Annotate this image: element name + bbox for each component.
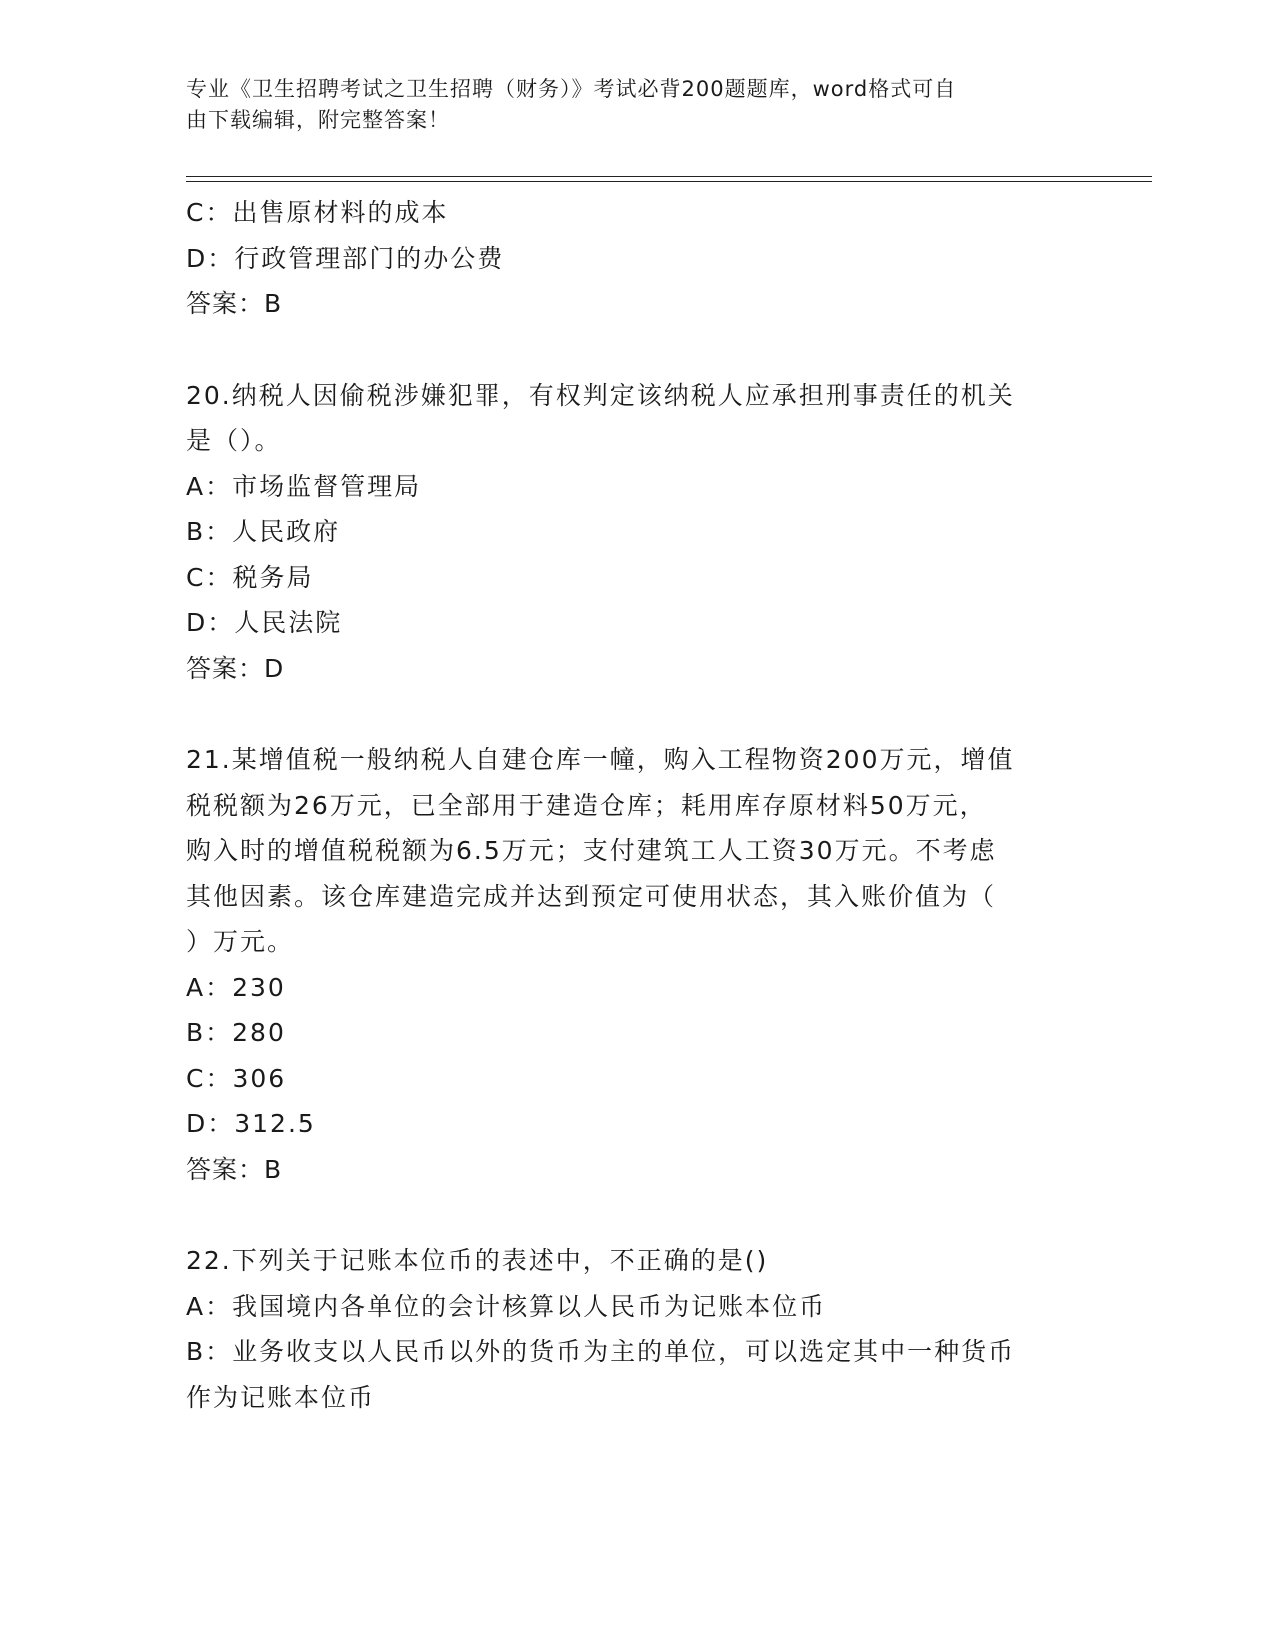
q20-option-b: B：人民政府 bbox=[186, 517, 341, 546]
question-21 bbox=[186, 737, 1086, 1192]
question-content bbox=[186, 190, 1086, 1420]
header-line-2: 由下载编辑，附完整答案！ bbox=[186, 108, 450, 132]
spacer bbox=[186, 691, 1086, 737]
q21-answer: 答案：B bbox=[186, 1154, 283, 1184]
header-divider-top bbox=[186, 176, 1152, 177]
q21-stem-line: ）万元。 bbox=[186, 927, 295, 956]
question-20 bbox=[186, 373, 1086, 692]
q21-option-c: C：306 bbox=[186, 1063, 287, 1093]
q22-option-b: B：业务收支以人民币以外的货币为主的单位，可以选定其中一种货币 bbox=[186, 1337, 1016, 1366]
q21-stem-line: 21.某增值税一般纳税人自建仓库一幢，购入工程物资200万元，增值 bbox=[186, 745, 1015, 774]
q19-option-c: C：出售原材料的成本 bbox=[186, 198, 449, 227]
q22-option-a: A：我国境内各单位的会计核算以人民币为记账本位币 bbox=[186, 1291, 827, 1321]
spacer bbox=[186, 327, 1086, 373]
q19-option-d: D：行政管理部门的办公费 bbox=[186, 243, 505, 273]
header-line-1: 专业《卫生招聘考试之卫生招聘（财务）》考试必背200题题库，word格式可自 bbox=[186, 77, 957, 101]
question-22 bbox=[186, 1238, 1086, 1420]
spacer bbox=[186, 1192, 1086, 1238]
document-header bbox=[186, 74, 1066, 136]
q21-stem-line: 其他因素。该仓库建造完成并达到预定可使用状态，其入账价值为（ bbox=[186, 881, 997, 911]
q21-option-a: A：230 bbox=[186, 972, 286, 1002]
q22-stem-line: 22.下列关于记账本位币的表述中，不正确的是() bbox=[186, 1246, 769, 1275]
q21-stem-line: 购入时的增值税税额为6.5万元；支付建筑工人工资30万元。不考虑 bbox=[186, 836, 997, 865]
q20-stem-line: 20.纳税人因偷税涉嫌犯罪，有权判定该纳税人应承担刑事责任的机关 bbox=[186, 380, 1015, 410]
q19-answer: 答案：B bbox=[186, 289, 283, 318]
q21-option-d: D：312.5 bbox=[186, 1109, 316, 1138]
q21-stem-line: 税税额为26万元，已全部用于建造仓库；耗用库存原材料50万元， bbox=[186, 790, 987, 820]
q20-option-a: A：市场监督管理局 bbox=[186, 471, 422, 501]
q20-answer: 答案：D bbox=[186, 653, 285, 683]
q21-option-b: B：280 bbox=[186, 1018, 286, 1047]
header-divider-bottom bbox=[186, 181, 1152, 182]
q20-stem-line: 是（）。 bbox=[186, 426, 282, 455]
q22-option-b-continued: 作为记账本位币 bbox=[186, 1382, 376, 1412]
q20-option-c: C：税务局 bbox=[186, 562, 314, 592]
q20-option-d: D：人民法院 bbox=[186, 608, 343, 637]
